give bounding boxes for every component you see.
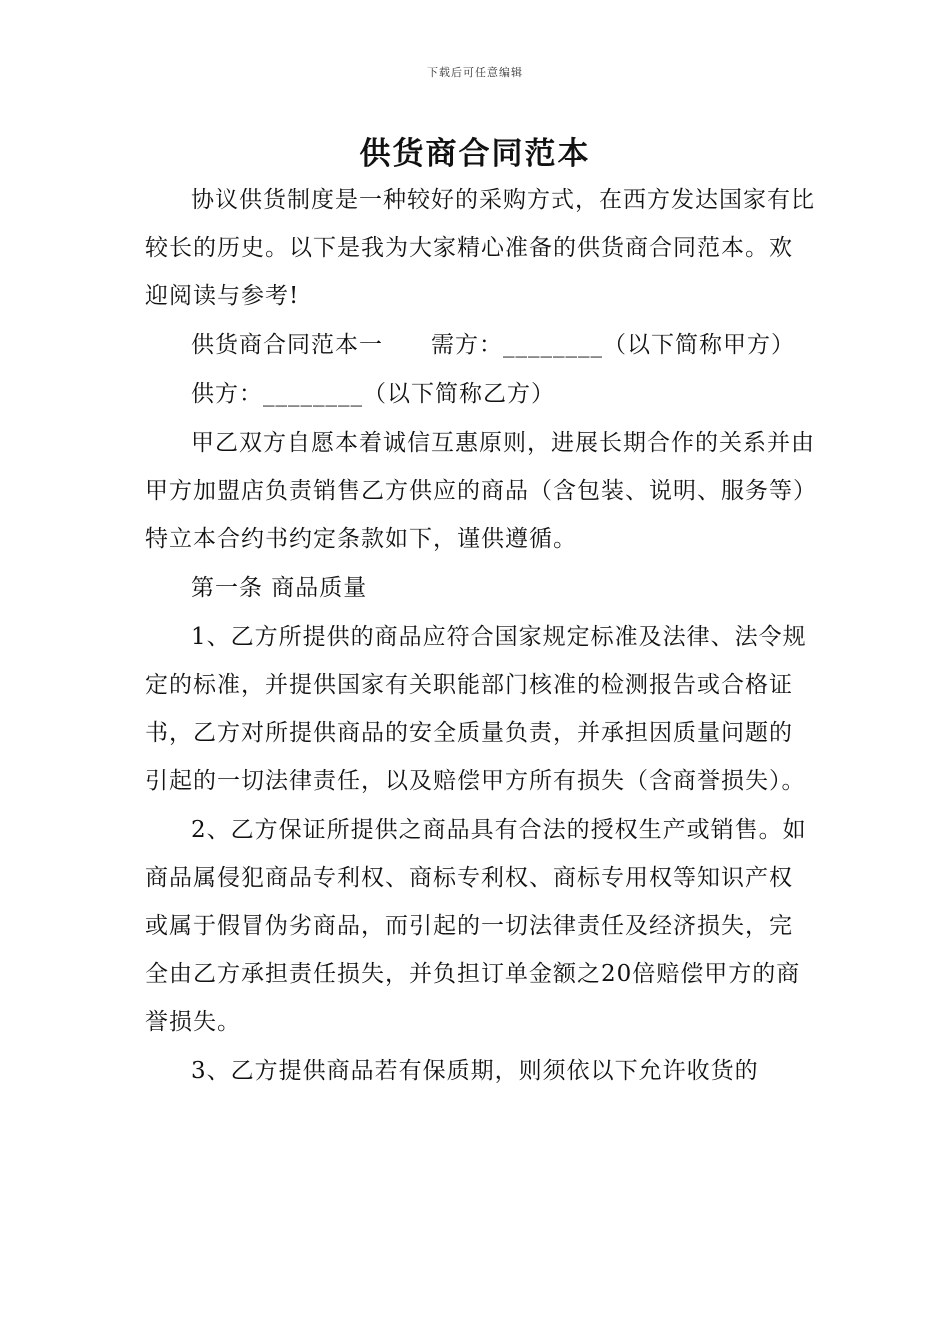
document-title: 供货商合同范本 (359, 136, 591, 172)
clause-2: 2、乙方保证所提供之商品具有合法的授权生产或销售。如商品属侵犯商品专利权、商标专利权、商标专用权等知识产权或属于假冒伪劣商品，而引起的一切法律责任及经济损失，完全由乙方承担责任损失，并负担订单金额之20倍赔偿甲方的商誉损失。 (145, 817, 807, 1035)
header-note: 下载后可任意编辑 (427, 66, 523, 79)
paragraph-supplier: 供方：________（以下简称乙方） (191, 381, 555, 407)
clause-1: 1、乙方所提供的商品应符合国家规定标准及法律、法令规定的标准，并提供国家有关职能部门核准的检测报告或合格证书，乙方对所提供商品的安全质量负责，并承担因质量问题的引起的一切法律责任，以及赔偿甲方所有损失（含商誉损失）。 (145, 624, 807, 794)
paragraph-buyer: 供货商合同范本一 需方：________（以下简称甲方） (191, 332, 795, 358)
document-body (145, 176, 815, 1095)
article-heading: 第一条 商品质量 (191, 575, 368, 601)
paragraph-preamble: 甲乙双方自愿本着诚信互惠原则，进展长期合作的关系并由甲方加盟店负责销售乙方供应的商品（含包装、说明、服务等）特立本合约书约定条款如下，谨供遵循。 (145, 430, 815, 552)
clause-3: 3、乙方提供商品若有保质期，则须依以下允许收货的 (191, 1058, 759, 1084)
paragraph-intro: 协议供货制度是一种较好的采购方式，在西方发达国家有比较长的历史。以下是我为大家精心准备的供货商合同范本。欢迎阅读与参考! (145, 187, 815, 309)
